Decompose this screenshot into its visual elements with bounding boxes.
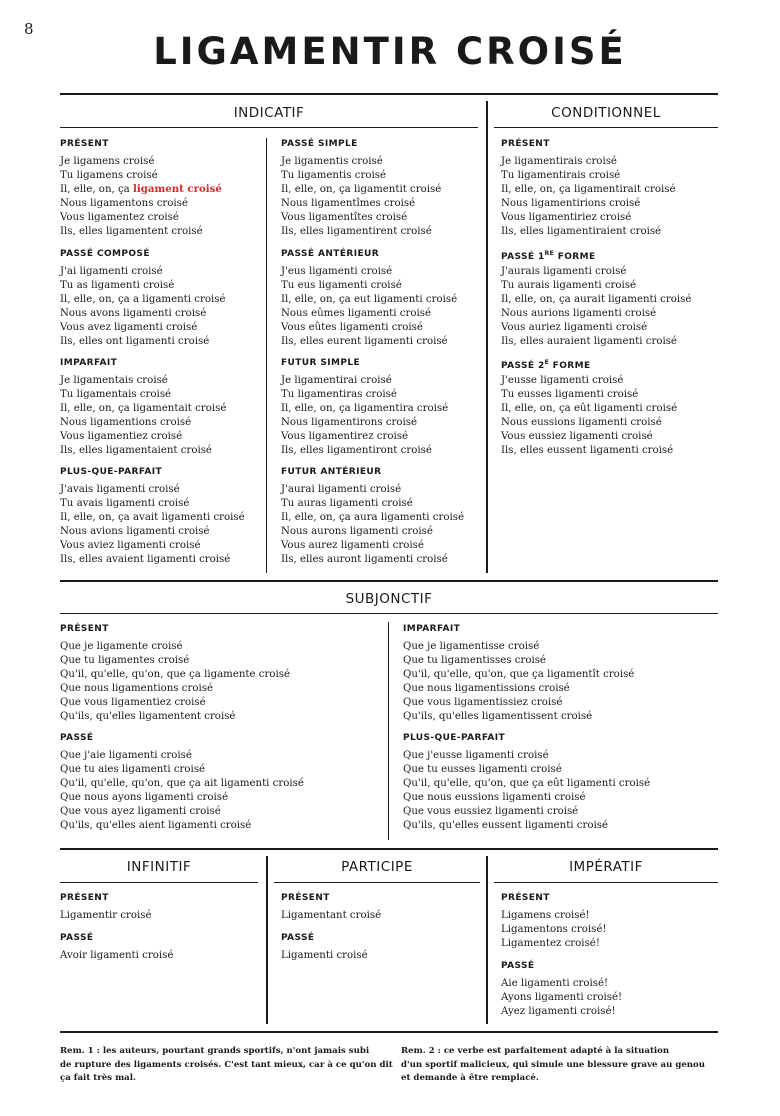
tense-label-sup: RE [544, 250, 555, 257]
conjugation-line: Tu aurais ligamenti croisé [501, 279, 637, 291]
conjugation-line: Je ligamentirai croisé [281, 375, 392, 386]
conditionnel-underline [494, 127, 718, 128]
tense-label-main: PASSÉ 2 [501, 361, 545, 371]
conjugation-line: J'avais ligamenti croisé [60, 484, 180, 495]
conjugation-line: Vous aviez ligamenti croisé [60, 539, 201, 551]
top-rule [60, 93, 718, 95]
conjugation-line: Tu as ligamenti croisé [60, 279, 175, 291]
conjugation-line: Que je ligamentisse croisé [403, 641, 540, 652]
remarks-top-rule [60, 1031, 718, 1033]
conjugation-line: Vous auriez ligamenti croisé [501, 321, 648, 333]
conjugation-line: Ligamentant croisé [281, 910, 382, 921]
indicatif-passe-simple [281, 138, 441, 238]
conjugation-line: Vous ligamentiez croisé [60, 430, 183, 442]
conjugation-line: Que vous ligamentiez croisé [60, 696, 206, 708]
conjugation-line: Ils, elles avaient ligamenti croisé [60, 553, 231, 565]
conjugation-line: Ils, elles ligamentirent croisé [281, 225, 432, 237]
conjugation-line: Il, elle, on, ça aura ligamenti croisé [281, 511, 464, 523]
tense-label: PRÉSENT [501, 139, 550, 149]
conjugation-line: Ils, elles ont ligamenti croisé [60, 335, 210, 347]
conjugation-line: Que j'eusse ligamenti croisé [403, 750, 549, 761]
conjugation-line: Qu'il, qu'elle, qu'on, que ça ligamentît croisé [403, 668, 635, 680]
conjugation-line: Il, elle, on, ça aurait ligamenti croisé [501, 293, 692, 305]
imperatif-underline [494, 882, 718, 883]
conjugation-line: Nous avions ligamenti croisé [60, 525, 210, 537]
participe-title: PARTICIPE [341, 859, 413, 875]
conjugation-line: Avoir ligamenti croisé [60, 950, 174, 961]
conjugation-line: Ligamentez croisé! [501, 937, 600, 949]
indicatif-passe-anterieur [281, 248, 457, 348]
conjugation-line: Ils, elles ligamentaient croisé [60, 444, 212, 456]
conjugation-line: Tu eus ligamenti croisé [281, 279, 402, 291]
conjugation-line: Ligamentir croisé [60, 910, 152, 921]
conjugation-line: Que vous ayez ligamenti croisé [60, 805, 221, 817]
conjugation-line: Que j'aie ligamenti croisé [60, 750, 192, 761]
subjonctif-plus-que-parfait [403, 732, 650, 832]
conjugation-line: Ligamenti croisé [281, 950, 368, 961]
participe-present [281, 892, 381, 923]
conjugation-line: Je ligamens croisé [60, 156, 155, 167]
highlighted-conjugation: ligament croisé [133, 182, 222, 195]
tense-label: PASSÉ [60, 733, 94, 743]
conjugation-line: J'ai ligamenti croisé [60, 266, 163, 277]
conjugation-line: Qu'ils, qu'elles eussent ligamenti croisé [403, 819, 609, 831]
conjugation-line: Il, elle, on, ça avait ligamenti croisé [60, 511, 245, 523]
conjugation-line: Ils, elles ligamentent croisé [60, 225, 203, 237]
tense-label: PLUS-QUE-PARFAIT [60, 467, 163, 477]
conditionnel-passe-1re-forme [501, 248, 691, 348]
conjugation-line: Vous eussiez ligamenti croisé [501, 430, 653, 442]
participe-passe [281, 932, 368, 963]
indicatif-imparfait [60, 357, 226, 457]
conjugation-line: Que tu ligamentisses croisé [403, 654, 546, 666]
conjugation-line: Tu auras ligamenti croisé [281, 497, 413, 509]
tense-label: PRÉSENT [501, 893, 550, 903]
subjonctif-imparfait [403, 623, 634, 723]
tense-label: PASSÉ SIMPLE [281, 139, 358, 149]
conjugation-line: Il, elle, on, ça ligamentirait croisé [501, 183, 676, 195]
conjugation-line: Ligamentons croisé! [501, 923, 607, 935]
conjugation-line: Nous aurions ligamenti croisé [501, 307, 657, 319]
conjugation-line: Qu'il, qu'elle, qu'on, que ça ligamente croisé [60, 668, 291, 680]
conjugation-line: Je ligamentirais croisé [501, 156, 617, 167]
conjugation-line: Nous ligamentions croisé [60, 416, 192, 428]
conjugation-line: Ayez ligamenti croisé! [501, 1005, 616, 1017]
indicatif-title: INDICATIF [233, 105, 305, 121]
conjugation-line: Nous ligamentons croisé [60, 197, 188, 209]
conjugation-line: Vous avez ligamenti croisé [60, 321, 198, 333]
tense-label-main: PASSÉ 1 [501, 252, 545, 262]
conjugation-line: Qu'ils, qu'elles ligamentent croisé [60, 710, 236, 722]
conditionnel-passe-2e-forme [501, 357, 677, 457]
conditionnel-present [501, 138, 675, 238]
conjugation-line: Ayons ligamenti croisé! [501, 991, 623, 1003]
tense-label: FUTUR SIMPLE [281, 358, 361, 368]
tense-label: IMPARFAIT [403, 624, 461, 634]
conjugation-line: Il, elle, on, ça a ligamenti croisé [60, 293, 226, 305]
remark-line: ça fait très mal. [60, 1073, 136, 1083]
indicatif-column-divider [266, 138, 267, 573]
tense-label: FUTUR ANTÉRIEUR [281, 467, 382, 477]
conjugation-line-prefix: Il, elle, on, ça [60, 183, 133, 195]
remark-1 [60, 1045, 400, 1086]
conjugation-line: Que tu ligamentes croisé [60, 654, 190, 666]
tense-label: PASSÉ [60, 933, 94, 943]
remark-line: de rupture des ligaments croisés. C'est tant mieux, car à ce qu'on dit [60, 1059, 393, 1070]
remark-line: d'un sportif malicieux, qui simule une blessure grave au genou [401, 1059, 706, 1070]
page-title: LIGAMENTIR CROISÉ [153, 30, 627, 73]
conjugation-line: Ils, elles eurent ligamenti croisé [281, 335, 448, 347]
conjugation-line: Il, elle, on, ça eût ligamenti croisé [501, 402, 678, 414]
conjugation-line: Vous eûtes ligamenti croisé [281, 321, 423, 333]
participe-underline [274, 882, 480, 883]
indicatif-passe-compose [60, 248, 226, 348]
tense-label-end: FORME [549, 361, 591, 371]
conjugation-line: J'aurai ligamenti croisé [281, 484, 402, 495]
conjugation-line: Que nous ligamentissions croisé [403, 682, 570, 694]
conjugation-line: Tu eusses ligamenti croisé [501, 388, 639, 400]
tense-label-end: FORME [554, 252, 596, 262]
conjugation-line: J'eusse ligamenti croisé [501, 375, 624, 386]
tense-label: PASSÉ ANTÉRIEUR [281, 249, 380, 259]
conjugation-line: Il, elle, on, ça eut ligamenti croisé [281, 293, 458, 305]
imperatif-title: IMPÉRATIF [569, 859, 643, 875]
conjugation-line: Tu avais ligamenti croisé [60, 497, 190, 509]
indicatif-futur-simple [281, 357, 448, 457]
conjugation-line: Que nous eussions ligamenti croisé [403, 791, 586, 803]
conjugation-line: Il, elle, on, ça ligamentit croisé [281, 183, 442, 195]
tense-label: PASSÉ COMPOSÉ [60, 249, 150, 259]
conjugation-line: Qu'il, qu'elle, qu'on, que ça eût ligamenti croisé [403, 777, 651, 789]
conjugation-line: Que nous ayons ligamenti croisé [60, 791, 229, 803]
tense-label: PASSÉ [501, 961, 535, 971]
participe-imperatif-divider [486, 856, 488, 1024]
conjugation-line: J'aurais ligamenti croisé [501, 266, 627, 277]
conjugation-line: Vous aurez ligamenti croisé [281, 539, 424, 551]
conjugation-line: Nous ligamentîmes croisé [281, 197, 416, 209]
imperatif-present [501, 892, 606, 951]
conjugation-line: Ligamens croisé! [501, 910, 590, 921]
conjugation-line: Que je ligamente croisé [60, 641, 183, 652]
tense-label [501, 248, 691, 260]
indicatif-underline [60, 127, 478, 128]
tense-label: PRÉSENT [60, 139, 109, 149]
infinitif-title: INFINITIF [126, 859, 192, 875]
conjugation-line: Nous eussions ligamenti croisé [501, 416, 662, 428]
imperatif-passe [501, 960, 622, 1019]
conjugation-line: Ils, elles ligamentiront croisé [281, 444, 432, 456]
conjugation-line: Nous aurons ligamenti croisé [281, 525, 433, 537]
conditionnel-title: CONDITIONNEL [551, 105, 661, 121]
tense-label: PLUS-QUE-PARFAIT [403, 733, 506, 743]
page-number: 8 [24, 20, 34, 38]
conjugation-line: Que vous eussiez ligamenti croisé [403, 805, 579, 817]
remark-line: et demande à être remplacé. [401, 1073, 539, 1083]
subjonctif-divider [388, 622, 389, 840]
conjugation-line: Qu'il, qu'elle, qu'on, que ça ait ligamenti croisé [60, 777, 304, 789]
infinitif-underline [60, 882, 258, 883]
conjugation-line: Ils, elles auront ligamenti croisé [281, 553, 448, 565]
conjugation-line: Il, elle, on, ça ligamentait croisé [60, 402, 227, 414]
tense-label [501, 357, 677, 369]
conjugation-line: Vous ligamentirez croisé [281, 430, 409, 442]
conjugation-line: Ils, elles ligamentiraient croisé [501, 225, 662, 237]
conjugation-line: Tu ligamentais croisé [60, 388, 172, 400]
conjugation-line: Vous ligamentîtes croisé [281, 211, 408, 223]
tense-label: PRÉSENT [60, 624, 109, 634]
conjugation-line: Il, elle, on, ça ligamentira croisé [281, 402, 449, 414]
conjugation-line: Que tu eusses ligamenti croisé [403, 763, 562, 775]
conjugation-line: Nous eûmes ligamenti croisé [281, 307, 431, 319]
indicatif-conditionnel-divider [486, 101, 488, 573]
conjugation-line: Qu'ils, qu'elles aient ligamenti croisé [60, 819, 252, 831]
subjonctif-present [60, 623, 290, 723]
tense-label: PASSÉ [281, 933, 315, 943]
conjugation-line: Tu ligamentirais croisé [501, 169, 621, 181]
indicatif-plus-que-parfait [60, 466, 245, 566]
remark-line: Rem. 2 : ce verbe est parfaitement adapté à la situation [401, 1046, 670, 1056]
tense-label: PRÉSENT [60, 893, 109, 903]
subjonctif-passe [60, 732, 304, 832]
conjugation-line: Ils, elles eussent ligamenti croisé [501, 444, 674, 456]
conjugation-line: Qu'ils, qu'elles ligamentissent croisé [403, 710, 593, 722]
conjugation-line: Aie ligamenti croisé! [501, 978, 609, 989]
indicatif-present [60, 138, 222, 238]
indicatif-futur-anterieur [281, 466, 464, 566]
conjugation-line: Tu ligamentiras croisé [281, 388, 397, 400]
conjugation-line: Je ligamentais croisé [60, 375, 168, 386]
conjugation-line: Que vous ligamentissiez croisé [403, 696, 563, 708]
conjugation-line [60, 183, 222, 197]
remark-2 [401, 1045, 741, 1086]
conjugation-line: Que tu aies ligamenti croisé [60, 763, 206, 775]
conjugation-line: Nous avons ligamenti croisé [60, 307, 207, 319]
conjugation-line: Vous ligamentiriez croisé [501, 211, 632, 223]
subjonctif-title: SUBJONCTIF [345, 591, 433, 607]
tense-label: IMPARFAIT [60, 358, 118, 368]
subjonctif-top-rule [60, 580, 718, 582]
conjugation-line: Je ligamentis croisé [281, 156, 383, 167]
conjugation-line: Nous ligamentirons croisé [281, 416, 418, 428]
conjugation-line: Tu ligamentis croisé [281, 169, 386, 181]
conjugation-line: Vous ligamentez croisé [60, 211, 179, 223]
tense-label-sup: E [544, 359, 550, 366]
infinitif-present [60, 892, 152, 923]
conjugation-line: J'eus ligamenti croisé [281, 266, 393, 277]
tense-label: PRÉSENT [281, 893, 330, 903]
conjugation-line: Ils, elles auraient ligamenti croisé [501, 335, 677, 347]
conjugation-line: Tu ligamens croisé [60, 169, 158, 181]
subjonctif-underline [60, 613, 718, 614]
infinitif-participe-divider [266, 856, 268, 1024]
conjugation-line: Que nous ligamentions croisé [60, 682, 214, 694]
infinitif-passe [60, 932, 173, 963]
bottom-section-top-rule [60, 848, 718, 850]
remark-line: Rem. 1 : les auteurs, pourtant grands sportifs, n'ont jamais subi [60, 1046, 370, 1056]
conjugation-line: Nous ligamentirions croisé [501, 197, 641, 209]
